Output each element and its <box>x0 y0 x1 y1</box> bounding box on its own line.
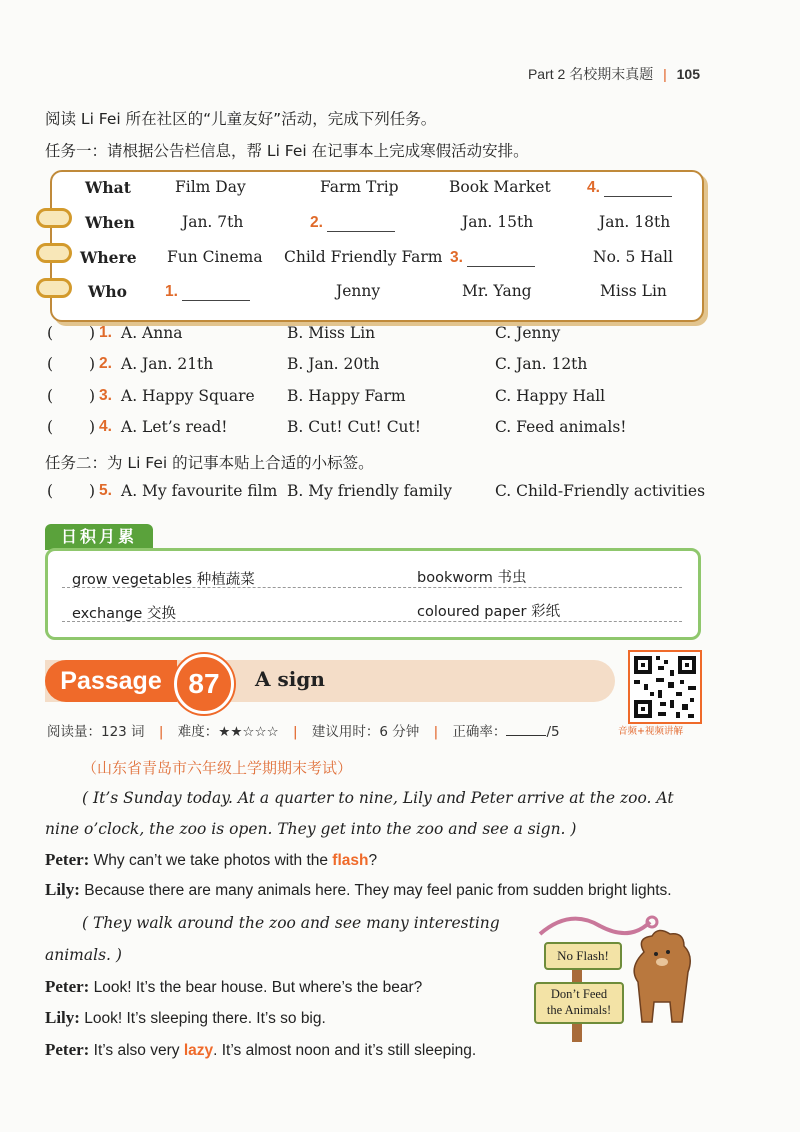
page-header <box>528 64 700 84</box>
dialogue-line: Peter: Look! It’s the bear house. But where’s the bear? <box>45 977 423 996</box>
option-1b[interactable]: B. Miss Lin <box>287 324 376 342</box>
passage-number: 87 <box>174 654 234 714</box>
blank-2[interactable]: 2. <box>310 213 395 232</box>
passage-meta: 阅读量：123 词 | 难度：★★☆☆☆ | 建议用时：6 分钟 | 正确率： /5 <box>47 724 560 740</box>
option-1a[interactable]: A. Anna <box>121 324 183 342</box>
binder-ring-icon <box>36 243 72 263</box>
notebook-row-who: Who 1. Jenny Mr. Yang Miss Lin <box>88 282 667 301</box>
vocab-item: exchange 交换 <box>72 606 176 622</box>
option-3a[interactable]: A. Happy Square <box>121 387 255 405</box>
source-label: （山东省青岛市六年级上学期期末考试） <box>82 759 353 777</box>
notebook <box>50 170 704 322</box>
binder-ring-icon <box>36 208 72 228</box>
option-2c[interactable]: C. Jan. 12th <box>495 355 588 373</box>
header-separator: | <box>663 66 667 82</box>
task1-text: 任务一：请根据公告栏信息，帮 Li Fei 在记事本上完成寒假活动安排。 <box>45 142 529 160</box>
option-4a[interactable]: A. Let’s read! <box>121 418 228 436</box>
dialogue-line: Lily: Look! It’s sleeping there. It’s so big. <box>45 1008 326 1027</box>
dialogue-line: Lily: Because there are many animals here. They may feel panic from sudden bright lights. <box>45 880 672 899</box>
passage-title: A sign <box>255 667 325 691</box>
sign-board-top: No Flash! <box>544 942 622 970</box>
passage-badge: Passage <box>45 660 177 702</box>
vocab-item: coloured paper 彩纸 <box>417 604 561 620</box>
option-2b[interactable]: B. Jan. 20th <box>287 355 380 373</box>
option-2a[interactable]: A. Jan. 21th <box>121 355 214 373</box>
option-5a[interactable]: A. My favourite film <box>121 482 278 500</box>
stage-direction: ( It’s Sunday today. At a quarter to nine, Lily and Peter arrive at the zoo. At <box>82 789 674 807</box>
dialogue-line: Peter: Why can’t we take photos with the flash? <box>45 850 378 869</box>
option-3c[interactable]: C. Happy Hall <box>495 387 606 405</box>
accuracy-blank[interactable] <box>506 723 546 736</box>
option-5b[interactable]: B. My friendly family <box>287 482 452 500</box>
option-1c[interactable]: C. Jenny <box>495 324 561 342</box>
difficulty-stars-icon: ★★☆☆☆ <box>218 724 279 740</box>
stage-direction: ( They walk around the zoo and see many interesting <box>82 914 500 932</box>
option-5c[interactable]: C. Child-Friendly activities <box>495 482 706 500</box>
stage-direction: nine o’clock, the zoo is open. They get into the zoo and see a sign. ) <box>45 820 577 838</box>
stage-direction: animals. ) <box>45 946 122 964</box>
option-4b[interactable]: B. Cut! Cut! Cut! <box>287 418 421 436</box>
dialogue-line: Peter: It’s also very lazy. It’s almost noon and it’s still sleeping. <box>45 1040 477 1059</box>
vocab-tag: 日积月累 <box>45 524 153 550</box>
task2-text: 任务二：为 Li Fei 的记事本贴上合适的小标签。 <box>45 454 374 472</box>
intro-text: 阅读 Li Fei 所在社区的“儿童友好”活动，完成下列任务。 <box>45 110 437 128</box>
page-number: 105 <box>676 66 700 82</box>
section-label: 名校期末真题 <box>569 67 654 83</box>
option-4c[interactable]: C. Feed animals! <box>495 418 627 436</box>
vocab-item: grow vegetables 种植蔬菜 <box>72 572 255 588</box>
blank-1[interactable]: 1. <box>165 282 250 301</box>
option-3b[interactable]: B. Happy Farm <box>287 387 406 405</box>
blank-4[interactable]: 4. <box>587 178 672 197</box>
zoo-sign-illustration <box>530 912 705 1042</box>
vocab-item: bookworm 书虫 <box>417 570 527 586</box>
qr-caption: 音频+视频讲解 <box>618 726 683 737</box>
notebook-row-where: Where Fun Cinema Child Friendly Farm 3. No. 5 Hall <box>80 248 673 267</box>
notebook-row-when: When Jan. 7th 2. Jan. 15th Jan. 18th <box>85 213 671 232</box>
binder-ring-icon <box>36 278 72 298</box>
part-label: Part 2 <box>527 66 566 82</box>
blank-3[interactable]: 3. <box>450 248 535 267</box>
sign-board-bottom: Don’t Feed the Animals! <box>534 982 624 1024</box>
qr-code-icon[interactable] <box>628 650 702 724</box>
notebook-row-what: What Film Day Farm Trip Book Market 4. <box>52 178 702 212</box>
vocab-box <box>45 548 701 640</box>
